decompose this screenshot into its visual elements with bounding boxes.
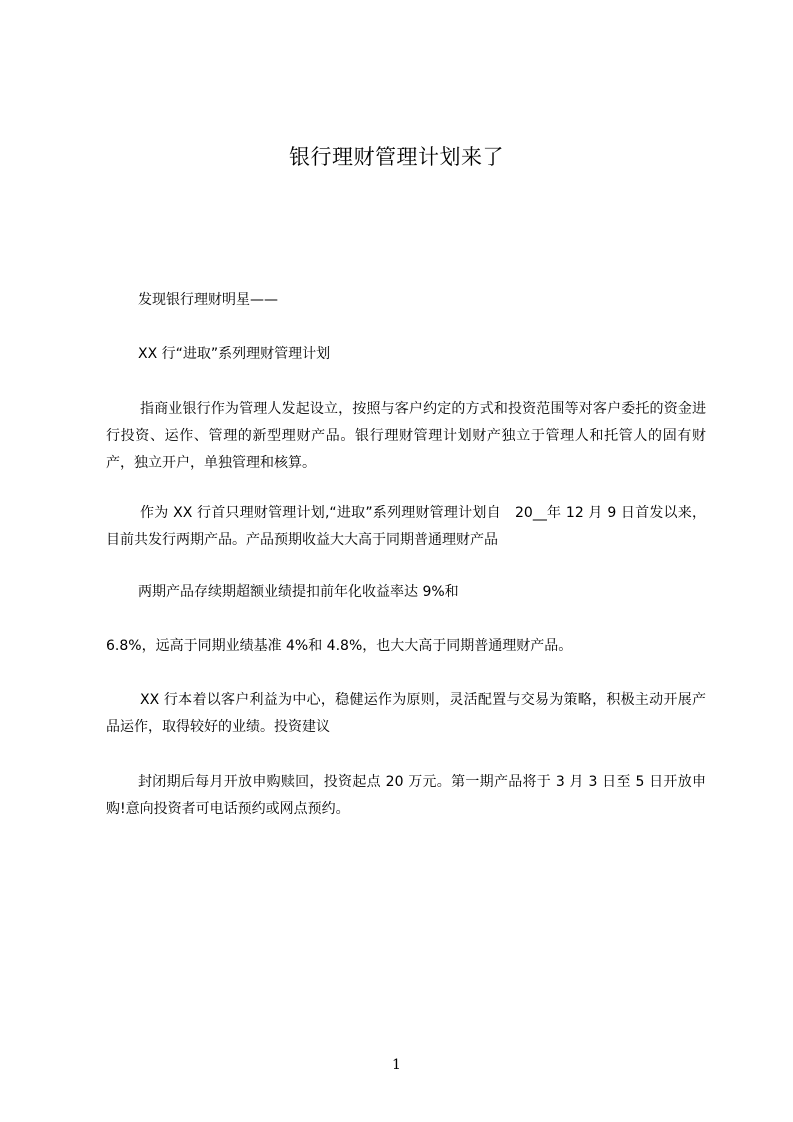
paragraph-returns-continued: 6.8%，远高于同期业绩基准 4%和 4.8%，也大大高于同期普通理财产品。 xyxy=(106,638,573,654)
paragraph-plan-name: XX 行“进取”系列理财管理计划 xyxy=(138,346,331,362)
page-number: 1 xyxy=(392,1057,401,1073)
paragraph-returns: 两期产品存续期超额业绩提扣前年化收益率达 9%和 xyxy=(138,584,459,600)
document-title: 银行理财管理计划来了 xyxy=(289,145,504,169)
paragraph-definition: 指商业银行作为管理人发起设立，按照与客户约定的方式和投资范围等对客户委托的资金进行投资、运作、管理的新型理财产品。银行理财管理计划财产独立于管理人和托管人的固有财产，独立开户，单独管理和核算。 xyxy=(106,401,706,471)
paragraph-strategy: XX 行本着以客户利益为中心，稳健运作为原则，灵活配置与交易为策略，积极主动开展产品运作，取得较好的业绩。投资建议 xyxy=(106,692,706,735)
paragraph-subscription: 封闭期后每月开放申购赎回，投资起点 20 万元。第一期产品将于 3 月 3 日至 5 日开放申购!意向投资者可电话预约或网点预约。 xyxy=(106,774,706,817)
paragraph-intro: 发现银行理财明星—— xyxy=(138,292,278,308)
paragraph-issuance: 作为 XX 行首只理财管理计划,“进取”系列理财管理计划自 20__年 12 月 9 日首发以来，目前共发行两期产品。产品预期收益大大高于同期普通理财产品 xyxy=(106,505,706,548)
